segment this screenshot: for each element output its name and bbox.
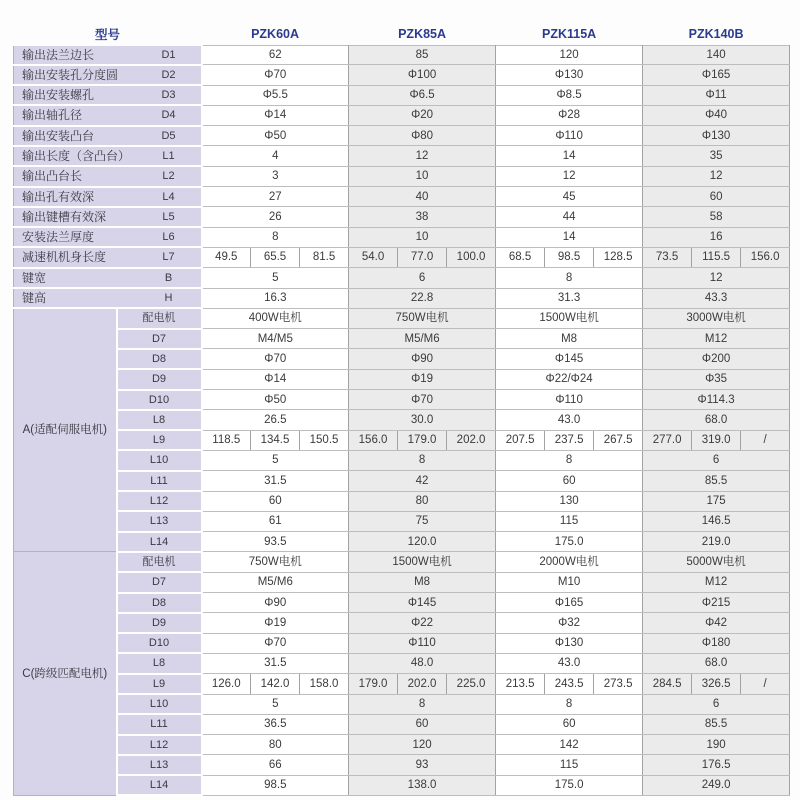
- spec-cell: M5/M6: [202, 572, 349, 592]
- spec-cell: 8: [349, 694, 496, 714]
- spec-cell: Φ35: [643, 369, 790, 389]
- row-code: L2: [162, 170, 175, 183]
- row-code: D9: [117, 369, 202, 389]
- spec-cell: 249.0: [643, 775, 790, 795]
- table-row: [14, 471, 790, 491]
- row-code: L11: [117, 714, 202, 734]
- spec-subcell: 118.5: [202, 430, 251, 450]
- spec-cell: 14: [496, 146, 643, 166]
- spec-subcell: 150.5: [300, 430, 349, 450]
- spec-cell: 85: [349, 46, 496, 65]
- spec-cell: Φ180: [643, 633, 790, 653]
- spec-cell: 219.0: [643, 532, 790, 552]
- model-header-pzk60a: PZK60A: [251, 26, 299, 41]
- spec-cell: M8: [349, 572, 496, 592]
- row-label-wrap: [14, 228, 201, 246]
- spec-cell: 8: [202, 227, 349, 247]
- spec-cell: 115: [496, 511, 643, 531]
- row-label-cell: [14, 85, 202, 105]
- row-code: D10: [117, 633, 202, 653]
- row-code: L8: [117, 653, 202, 673]
- model-header-pzk140b: PZK140B: [688, 26, 744, 41]
- spec-subcell: 81.5: [300, 247, 349, 267]
- table-row: [14, 207, 790, 227]
- row-code: D2: [161, 68, 176, 81]
- row-label-wrap: [14, 127, 201, 145]
- table-row: [14, 308, 790, 328]
- spec-cell: 175.0: [496, 775, 643, 795]
- row-code: L10: [117, 694, 202, 714]
- spec-subcell: 98.5: [545, 247, 594, 267]
- model-header-pzk115a: PZK115A: [541, 26, 597, 41]
- row-label-cell: [14, 207, 202, 227]
- spec-cell: Φ22/Φ24: [496, 369, 643, 389]
- table-row: [14, 390, 790, 410]
- table-row: [14, 227, 790, 247]
- spec-cell: 138.0: [349, 775, 496, 795]
- spec-cell: Φ114.3: [643, 390, 790, 410]
- spec-cell: Φ6.5: [349, 85, 496, 105]
- spec-cell: 75: [349, 511, 496, 531]
- spec-subcell: 65.5: [251, 247, 300, 267]
- spec-cell: 85.5: [643, 714, 790, 734]
- spec-cell: 12: [349, 146, 496, 166]
- spec-cell: 120.0: [349, 532, 496, 552]
- spec-cell: Φ42: [643, 613, 790, 633]
- spec-cell: 93.5: [202, 532, 349, 552]
- spec-cell: 60: [496, 471, 643, 491]
- row-label-wrap: [14, 106, 201, 124]
- spec-subcell: 100.0: [447, 247, 496, 267]
- table-row: [14, 105, 790, 125]
- table-row: [14, 146, 790, 166]
- table-row: [14, 369, 790, 389]
- table-row: [14, 329, 790, 349]
- spec-cell: Φ145: [349, 593, 496, 613]
- row-label: 输出键槽有效深: [22, 209, 107, 224]
- row-label: 输出孔有效深: [22, 189, 95, 204]
- row-code: L1: [162, 149, 175, 162]
- spec-cell: 5000W电机: [643, 552, 790, 572]
- spec-cell: 6: [643, 694, 790, 714]
- spec-cell: M4/M5: [202, 329, 349, 349]
- table-row: [14, 653, 790, 673]
- row-label-cell: [14, 288, 202, 308]
- spec-subcell: 213.5: [496, 674, 545, 694]
- section-label: C(跨级匹配电机): [14, 552, 117, 796]
- spec-cell: 45: [496, 187, 643, 207]
- row-code: L8: [117, 410, 202, 430]
- table-header-row: [14, 22, 790, 46]
- spec-cell: M12: [643, 329, 790, 349]
- spec-cell: Φ215: [643, 593, 790, 613]
- table-row: [14, 714, 790, 734]
- row-code: D1: [161, 48, 176, 61]
- spec-cell: 43.0: [496, 653, 643, 673]
- table-row: [14, 572, 790, 592]
- row-label: 输出法兰边长: [22, 47, 95, 62]
- spec-cell: 43.0: [496, 410, 643, 430]
- table-row: [14, 674, 790, 694]
- spec-cell: 146.5: [643, 511, 790, 531]
- spec-cell: Φ130: [643, 126, 790, 146]
- spec-cell: 44: [496, 207, 643, 227]
- spec-subcell: 156.0: [741, 247, 790, 267]
- table-row: [14, 552, 790, 572]
- row-code: L5: [162, 210, 175, 223]
- row-code: 配电机: [117, 552, 202, 572]
- spec-cell: 62: [202, 46, 349, 65]
- table-row: [14, 187, 790, 207]
- row-code: L4: [162, 190, 175, 203]
- table-row: [14, 491, 790, 511]
- spec-cell: 61: [202, 511, 349, 531]
- table-row: [14, 85, 790, 105]
- row-code: D9: [117, 613, 202, 633]
- spec-cell: 6: [643, 450, 790, 470]
- spec-cell: Φ50: [202, 390, 349, 410]
- table-row: [14, 694, 790, 714]
- spec-subcell: /: [741, 674, 790, 694]
- spec-cell: Φ70: [202, 65, 349, 85]
- spec-cell: 12: [496, 166, 643, 186]
- spec-cell: 8: [496, 694, 643, 714]
- spec-cell: 8: [349, 450, 496, 470]
- row-label-cell: [14, 247, 202, 267]
- spec-cell: 10: [349, 227, 496, 247]
- table-row: [14, 430, 790, 450]
- table-row: [14, 126, 790, 146]
- row-code: D8: [117, 593, 202, 613]
- table-row: [14, 46, 790, 65]
- spec-cell: 22.8: [349, 288, 496, 308]
- spec-subcell: 284.5: [643, 674, 692, 694]
- spec-cell: Φ22: [349, 613, 496, 633]
- row-label-cell: [14, 227, 202, 247]
- spec-cell: 1500W电机: [349, 552, 496, 572]
- table-row: [14, 65, 790, 85]
- spec-subcell: 54.0: [349, 247, 398, 267]
- row-label: 安装法兰厚度: [22, 230, 95, 245]
- spec-cell: 3000W电机: [643, 308, 790, 328]
- spec-cell: 120: [349, 735, 496, 755]
- spec-cell: Φ165: [496, 593, 643, 613]
- row-label-cell: [14, 166, 202, 186]
- row-label-wrap: [14, 167, 201, 185]
- spec-cell: 5: [202, 694, 349, 714]
- spec-cell: 3: [202, 166, 349, 186]
- spec-subcell: 73.5: [643, 247, 692, 267]
- row-code: L14: [117, 775, 202, 795]
- table-row: [14, 613, 790, 633]
- spec-cell: 35: [643, 146, 790, 166]
- spec-subcell: 126.0: [202, 674, 251, 694]
- spec-cell: Φ8.5: [496, 85, 643, 105]
- row-label-wrap: [14, 269, 201, 287]
- spec-cell: 140: [643, 46, 790, 65]
- spec-cell: 8: [496, 450, 643, 470]
- spec-subcell: 319.0: [692, 430, 741, 450]
- spec-cell: 10: [349, 166, 496, 186]
- spec-cell: 42: [349, 471, 496, 491]
- spec-cell: 60: [643, 187, 790, 207]
- spec-cell: 190: [643, 735, 790, 755]
- spec-cell: Φ110: [349, 633, 496, 653]
- spec-cell: Φ19: [349, 369, 496, 389]
- row-label-cell: [14, 105, 202, 125]
- spec-cell: 14: [496, 227, 643, 247]
- spec-subcell: 158.0: [300, 674, 349, 694]
- spec-cell: 12: [643, 166, 790, 186]
- row-label-wrap: [14, 66, 201, 84]
- spec-cell: 16: [643, 227, 790, 247]
- spec-cell: 48.0: [349, 653, 496, 673]
- spec-cell: Φ130: [496, 633, 643, 653]
- row-label-wrap: [14, 188, 201, 206]
- row-code: L7: [162, 251, 175, 264]
- table-row: [14, 511, 790, 531]
- spec-cell: 8: [496, 268, 643, 288]
- spec-cell: 58: [643, 207, 790, 227]
- spec-cell: 93: [349, 755, 496, 775]
- spec-cell: 176.5: [643, 755, 790, 775]
- row-code: L9: [117, 674, 202, 694]
- spec-cell: 60: [202, 491, 349, 511]
- row-label-cell: [14, 46, 202, 65]
- spec-subcell: 202.0: [398, 674, 447, 694]
- spec-cell: Φ130: [496, 65, 643, 85]
- spec-cell: Φ19: [202, 613, 349, 633]
- spec-subcell: 156.0: [349, 430, 398, 450]
- row-code: D4: [161, 109, 176, 122]
- row-label: 输出安装凸台: [22, 128, 95, 143]
- section-label: A(适配伺服电机): [14, 308, 117, 552]
- table-row: [14, 633, 790, 653]
- spec-subcell: 202.0: [447, 430, 496, 450]
- spec-cell: 31.5: [202, 653, 349, 673]
- row-label-wrap: [14, 86, 201, 104]
- spec-cell: 60: [496, 714, 643, 734]
- spec-table: [13, 22, 790, 796]
- table-row: [14, 593, 790, 613]
- row-code: 配电机: [117, 308, 202, 328]
- row-code: D3: [161, 89, 176, 102]
- spec-cell: Φ80: [349, 126, 496, 146]
- table-row: [14, 450, 790, 470]
- spec-cell: 5: [202, 450, 349, 470]
- spec-cell: 4: [202, 146, 349, 166]
- spec-subcell: 142.0: [251, 674, 300, 694]
- row-code: L14: [117, 532, 202, 552]
- table-row: [14, 410, 790, 430]
- spec-cell: 98.5: [202, 775, 349, 795]
- spec-cell: 400W电机: [202, 308, 349, 328]
- spec-cell: Φ110: [496, 390, 643, 410]
- spec-subcell: 134.5: [251, 430, 300, 450]
- spec-subcell: 237.5: [545, 430, 594, 450]
- spec-cell: 80: [202, 735, 349, 755]
- row-code: D5: [161, 129, 176, 142]
- spec-cell: Φ90: [202, 593, 349, 613]
- spec-subcell: 68.5: [496, 247, 545, 267]
- row-code: L13: [117, 511, 202, 531]
- spec-cell: 1500W电机: [496, 308, 643, 328]
- row-code: B: [164, 271, 173, 284]
- row-label: 输出长度（含凸台）: [22, 148, 131, 163]
- row-label-wrap: [14, 248, 201, 266]
- spec-cell: 68.0: [643, 653, 790, 673]
- spec-subcell: 207.5: [496, 430, 545, 450]
- spec-cell: 31.3: [496, 288, 643, 308]
- table-row: [14, 735, 790, 755]
- spec-cell: Φ28: [496, 105, 643, 125]
- spec-cell: Φ145: [496, 349, 643, 369]
- spec-cell: Φ14: [202, 105, 349, 125]
- spec-cell: 36.5: [202, 714, 349, 734]
- spec-cell: 31.5: [202, 471, 349, 491]
- row-label: 输出安装螺孔: [22, 88, 95, 103]
- spec-cell: 66: [202, 755, 349, 775]
- spec-subcell: 179.0: [349, 674, 398, 694]
- spec-cell: Φ90: [349, 349, 496, 369]
- table-row: [14, 755, 790, 775]
- row-label-cell: [14, 268, 202, 288]
- row-label-cell: [14, 126, 202, 146]
- spec-cell: Φ32: [496, 613, 643, 633]
- row-label: 输出安装孔分度圆: [22, 67, 119, 82]
- spec-cell: 16.3: [202, 288, 349, 308]
- row-label: 输出轴孔径: [22, 108, 83, 123]
- spec-subcell: 77.0: [398, 247, 447, 267]
- table-row: [14, 288, 790, 308]
- spec-cell: 750W电机: [202, 552, 349, 572]
- spec-cell: Φ70: [202, 349, 349, 369]
- spec-cell: 30.0: [349, 410, 496, 430]
- spec-cell: 60: [349, 714, 496, 734]
- table-row: [14, 349, 790, 369]
- spec-cell: M5/M6: [349, 329, 496, 349]
- spec-subcell: 225.0: [447, 674, 496, 694]
- spec-cell: 12: [643, 268, 790, 288]
- row-label-wrap: [14, 46, 201, 64]
- spec-cell: Φ11: [643, 85, 790, 105]
- spec-subcell: /: [741, 430, 790, 450]
- row-label-wrap: [14, 208, 201, 226]
- spec-cell: Φ100: [349, 65, 496, 85]
- spec-cell: 40: [349, 187, 496, 207]
- row-code: L11: [117, 471, 202, 491]
- spec-subcell: 49.5: [202, 247, 251, 267]
- spec-cell: 68.0: [643, 410, 790, 430]
- row-label: 键宽: [22, 270, 47, 285]
- spec-cell: Φ165: [643, 65, 790, 85]
- spec-cell: M10: [496, 572, 643, 592]
- row-code: L6: [162, 231, 175, 244]
- row-label-cell: [14, 187, 202, 207]
- spec-cell: M8: [496, 329, 643, 349]
- spec-cell: 115: [496, 755, 643, 775]
- spec-cell: Φ70: [202, 633, 349, 653]
- table-row: [14, 268, 790, 288]
- row-code: L12: [117, 735, 202, 755]
- spec-cell: 175.0: [496, 532, 643, 552]
- spec-subcell: 326.5: [692, 674, 741, 694]
- spec-cell: Φ50: [202, 126, 349, 146]
- spec-subcell: 128.5: [594, 247, 643, 267]
- spec-cell: Φ40: [643, 105, 790, 125]
- spec-cell: Φ200: [643, 349, 790, 369]
- spec-subcell: 277.0: [643, 430, 692, 450]
- spec-cell: 120: [496, 46, 643, 65]
- row-code: D8: [117, 349, 202, 369]
- model-header-pzk85a: PZK85A: [398, 26, 447, 41]
- table-row: [14, 532, 790, 552]
- row-code: L13: [117, 755, 202, 775]
- row-label-wrap: [14, 289, 201, 307]
- row-label: 键高: [22, 291, 47, 306]
- spec-cell: 6: [349, 268, 496, 288]
- row-code: D7: [117, 572, 202, 592]
- spec-cell: 26: [202, 207, 349, 227]
- row-code: H: [164, 292, 173, 305]
- spec-cell: 2000W电机: [496, 552, 643, 572]
- spec-subcell: 115.5: [692, 247, 741, 267]
- row-label-wrap: [14, 147, 201, 165]
- row-code: D10: [117, 390, 202, 410]
- spec-cell: Φ20: [349, 105, 496, 125]
- spec-cell: 130: [496, 491, 643, 511]
- spec-cell: M12: [643, 572, 790, 592]
- row-label-cell: [14, 65, 202, 85]
- spec-cell: Φ70: [349, 390, 496, 410]
- spec-cell: 43.3: [643, 288, 790, 308]
- spec-subcell: 273.5: [594, 674, 643, 694]
- table-row: [14, 775, 790, 795]
- row-code: L10: [117, 450, 202, 470]
- row-code: D7: [117, 329, 202, 349]
- row-label: 输出凸台长: [22, 169, 83, 184]
- row-code: L12: [117, 491, 202, 511]
- spec-subcell: 243.5: [545, 674, 594, 694]
- table-row: [14, 166, 790, 186]
- model-column-header-label: 型号: [95, 27, 121, 42]
- spec-cell: Φ14: [202, 369, 349, 389]
- spec-cell: 85.5: [643, 471, 790, 491]
- spec-cell: 80: [349, 491, 496, 511]
- table-row: [14, 247, 790, 267]
- spec-cell: 38: [349, 207, 496, 227]
- row-label-cell: [14, 146, 202, 166]
- spec-cell: 175: [643, 491, 790, 511]
- spec-subcell: 179.0: [398, 430, 447, 450]
- spec-cell: 5: [202, 268, 349, 288]
- spec-cell: Φ5.5: [202, 85, 349, 105]
- row-code: L9: [117, 430, 202, 450]
- spec-cell: 750W电机: [349, 308, 496, 328]
- row-label: 减速机机身长度: [22, 250, 107, 265]
- spec-cell: Φ110: [496, 126, 643, 146]
- spec-cell: 27: [202, 187, 349, 207]
- spec-subcell: 267.5: [594, 430, 643, 450]
- spec-cell: 142: [496, 735, 643, 755]
- spec-cell: 26.5: [202, 410, 349, 430]
